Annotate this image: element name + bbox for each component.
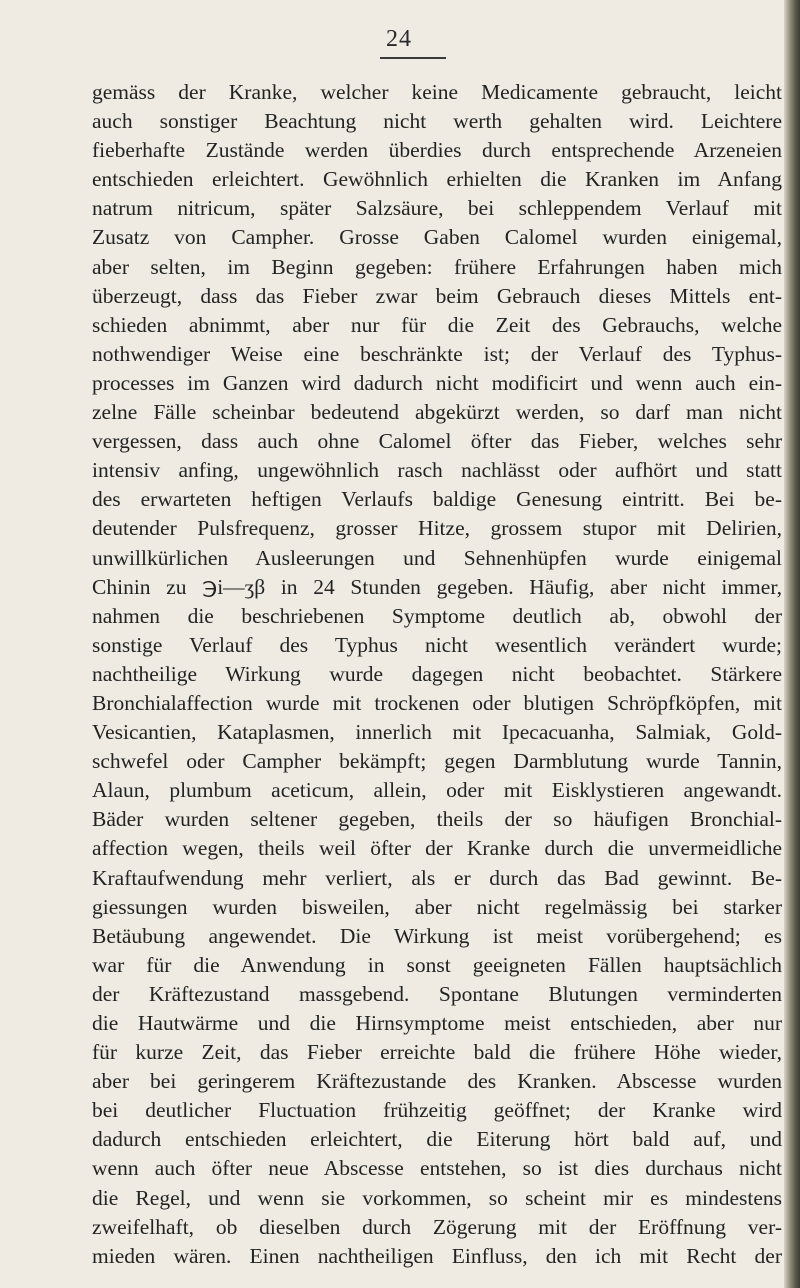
text-line: nachtheilige Wirkung wurde dagegen nicht beobachtet. Stärkere [92,661,782,686]
text-line: mieden wären. Einen nachtheiligen Einfluss, den ich mit Recht der [92,1243,782,1268]
text-line: affection wegen, theils weil öfter der Kranke durch die unvermeidliche [92,836,782,861]
text-line: nahmen die beschriebenen Symptome deutlich ab, obwohl der [92,603,782,628]
text-line: processes im Ganzen wird dadurch nicht modificirt und wenn auch ein- [92,370,782,395]
text-line: zelne Fälle scheinbar bedeutend abgekürzt werden, so darf man nicht [92,400,782,425]
text-line: Bäder wurden seltener gegeben, theils der so häufigen Bronchial- [92,807,782,832]
page-number-rule [380,57,446,59]
text-line: Chinin zu ℈i—ʒβ in 24 Stunden gegeben. Häufig, aber nicht immer, [92,574,782,599]
page-number: 24 [386,26,412,52]
text-line: für kurze Zeit, das Fieber erreichte bald die frühere Höhe wieder, [92,1040,782,1065]
text-line: wenn auch öfter neue Abscesse entstehen, so ist dies durchaus nicht [92,1156,782,1181]
text-line: Vesicantien, Kataplasmen, innerlich mit Ipecacuanha, Salmiak, Gold- [92,720,782,745]
text-line: Betäubung angewendet. Die Wirkung ist meist vorübergehend; es [92,923,782,948]
text-line: deutender Pulsfrequenz, grosser Hitze, grossem stupor mit Delirien, [92,516,782,541]
text-line: aber bei geringerem Kräftezustande des Kranken. Abscesse wurden [92,1069,782,1094]
text-line: auch sonstiger Beachtung nicht werth gehalten wird. Leichtere [92,109,782,134]
text-line: entschieden erleichtert. Gewöhnlich erhielten die Kranken im Anfang [92,167,782,192]
page-edge-shadow [784,0,800,1288]
text-line: Alaun, plumbum aceticum, allein, oder mit Eisklystieren angewandt. [92,778,782,803]
text-line: der Kräftezustand massgebend. Spontane Blutungen verminderten [92,981,782,1006]
text-line: schwefel oder Campher bekämpft; gegen Darmblutung wurde Tannin, [92,749,782,774]
text-line: intensiv anfing, ungewöhnlich rasch nachlässt oder aufhört und statt [92,458,782,483]
text-line: war für die Anwendung in sonst geeigneten Fällen hauptsächlich [92,952,782,977]
text-line: sonstige Verlauf des Typhus nicht wesentlich verändert wurde; [92,632,782,657]
text-line: Kraftaufwendung mehr verliert, als er durch das Bad gewinnt. Be- [92,865,782,890]
text-line: fieberhafte Zustände werden überdies durch entsprechende Arzeneien [92,138,782,163]
text-line: die Hautwärme und die Hirnsymptome meist entschieden, aber nur [92,1011,782,1035]
text-line: Bronchialaffection wurde mit trockenen oder blutigen Schröpfköpfen, mit [92,690,782,715]
body-text [92,78,792,1271]
text-line: gemäss der Kranke, welcher keine Medicamente gebraucht, leicht [92,80,782,104]
text-line: überzeugt, dass das Fieber zwar beim Gebrauch dieses Mittels ent- [92,283,782,308]
text-line: aber selten, im Beginn gegeben: frühere Erfahrungen haben mich [92,254,782,279]
text-line: die Regel, und wenn sie vorkommen, so scheint mir es mindestens [92,1185,782,1210]
text-line: giessungen wurden bisweilen, aber nicht regelmässig bei starker [92,894,782,919]
text-line: bei deutlicher Fluctuation frühzeitig geöffnet; der Kranke wird [92,1098,782,1123]
text-line: Zusatz von Campher. Grosse Gaben Calomel wurden einigemal, [92,225,782,250]
text-line: vergessen, dass auch ohne Calomel öfter das Fieber, welches sehr [92,429,782,454]
text-line: dadurch entschieden erleichtert, die Eiterung hört bald auf, und [92,1127,782,1152]
text-line: des erwarteten heftigen Verlaufs baldige Genesung eintritt. Bei be- [92,487,782,512]
text-line: unwillkürlichen Ausleerungen und Sehnenhüpfen wurde einigemal [92,545,782,570]
text-line: zweifelhaft, ob dieselben durch Zögerung mit der Eröffnung ver- [92,1214,782,1239]
text-line: natrum nitricum, später Salzsäure, bei schleppendem Verlauf mit [92,196,782,221]
text-line: schieden abnimmt, aber nur für die Zeit des Gebrauchs, welche [92,312,782,337]
text-line: nothwendiger Weise eine beschränkte ist; der Verlauf des Typhus- [92,341,782,366]
